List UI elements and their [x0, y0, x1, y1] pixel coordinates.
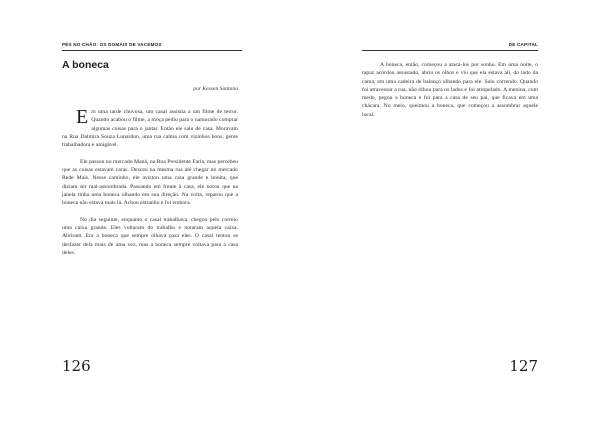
paragraph: Ele passou no mercado Maná, na Rua Presidente Faria, mas percebeu que as coisas estavam caras. Desceu na mesma rua até chegar no mercado Rede Mais. Nesse caminho, ele avistou uma casa grande e bonita, que diziam ser mal-assombrada. Passando em frente à casa, ele notou que na janela tinha uma boneca olhando em sua direção. Na volta, reparou que a boneca não estava mais lá. Achou estranho e foi embora.: [62, 158, 238, 207]
right-header-rule: [362, 50, 538, 51]
page-number-left: 126: [62, 357, 91, 375]
right-running-header: DE CAPITAL: [508, 42, 538, 47]
paragraph-text: m uma tarde chuvosa, um casal assistia a um filme de terror. Quando acabou o filme, a moça pediu para o namorado comprar algumas coisas para o jantar. Então ele saiu de casa. Moravam na Rua Dalmira Souza Lunardon, uma rua calma com vizinhos bons, gente trabalhadora e amigável.: [62, 109, 238, 149]
page-number-right: 127: [509, 357, 538, 375]
right-body-text: [362, 61, 538, 127]
left-running-header: PÉS NO CHÃO: OS DOMAIS DE VACEMOS: [62, 42, 162, 47]
story-title: A boneca: [62, 59, 109, 71]
left-body-text: [62, 108, 238, 266]
right-page: [300, 0, 600, 423]
author-byline: por Kessen Santana: [193, 86, 238, 92]
paragraph: [62, 108, 238, 149]
left-header-rule: [62, 50, 242, 51]
paragraph: A boneca, então, começou a atacá-los por sonho. Em uma noite, o rapaz acordou assustado, abriu os olhos e viu que ela estava ali, do lado da cama, em uma cadeira de balanço olhando para ele. Saiu correndo. Quando foi atravessar a rua, não olhou para os lados e foi atropelado. A menina, com medo, pegou a boneca e foi para a casa de seu pai, que ficava em uma chácara. No meio, queimou a boneca, que começou a assombrar aquele local.: [362, 62, 538, 118]
paragraph: No dia seguinte, enquanto o casal trabalhava, chegou pelo correio uma caixa grande. Eles voltaram do trabalho e notaram aquela caixa. Abriram. Era a boneca que sempre olhava para eles. O casal tentou se desfazer dela mais de uma vez, mas a boneca sempre voltava para a casa deles.: [62, 216, 238, 257]
drop-cap: E: [76, 106, 89, 128]
